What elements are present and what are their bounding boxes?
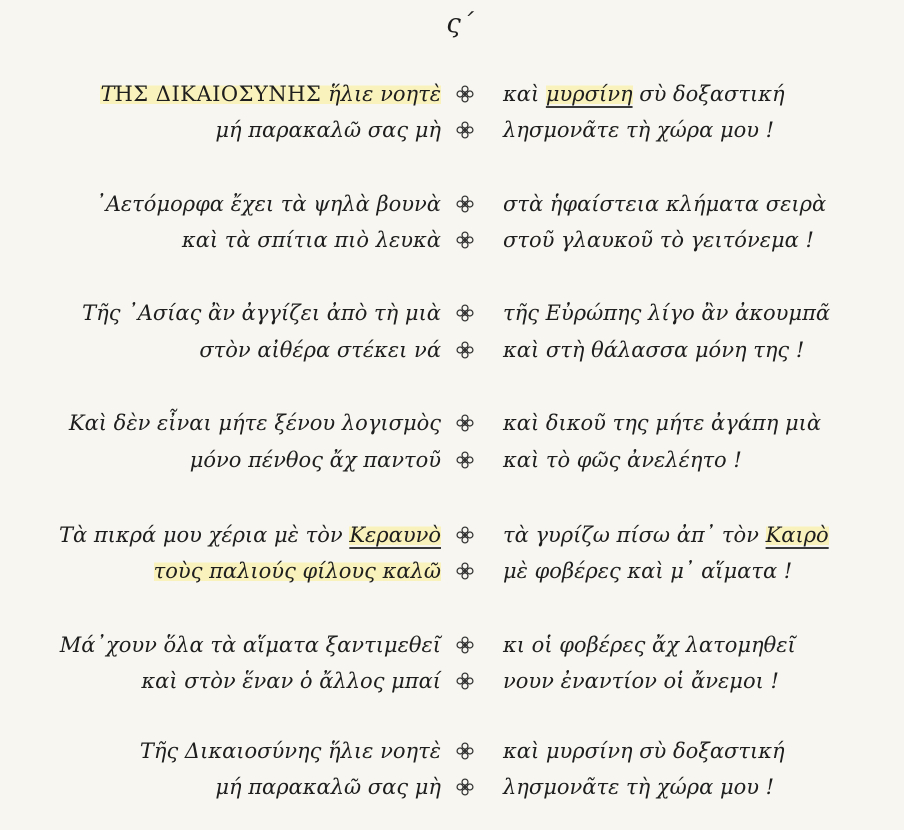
verse-right-half: καὶ μυρσίνη σὺ δοξαστική	[503, 739, 785, 763]
verse-right-half: τῆς Εὐρώπης λίγο ἂν ἀκουμπᾶ	[503, 301, 831, 325]
verse-left-half: καὶ τὰ σπίτια πιὸ λευκὰ	[181, 228, 441, 252]
verse-right-half: λησμονᾶτε τὴ χώρα μου !	[503, 118, 775, 142]
verse-line	[0, 663, 904, 699]
rosette-ornament-icon	[456, 526, 474, 544]
verse-line	[0, 553, 904, 589]
verse-line	[0, 332, 904, 368]
verse-line	[0, 222, 904, 258]
verse-line	[0, 733, 904, 769]
verse-text: Τὰ πικρά μου χέρια μὲ τὸν	[58, 523, 350, 547]
verse-left-half: καὶ στὸν ἕναν ὁ ἄλλος μπαί	[141, 669, 441, 693]
rosette-ornament-icon	[456, 341, 474, 359]
rosette-ornament-icon	[456, 636, 474, 654]
rosette-ornament-icon	[456, 121, 474, 139]
verse-text: ἥλιε νοητὲ	[321, 82, 441, 106]
rosette-ornament-icon	[456, 195, 474, 213]
rosette-ornament-icon	[456, 778, 474, 796]
verse-right-half: μὲ φοβέρες καὶ μ᾿ αἵματα !	[503, 559, 793, 583]
verse-left-half: μόνο πένθος ἄχ παντοῦ	[189, 448, 441, 472]
rosette-ornament-icon	[456, 562, 474, 580]
underlined-word: Καιρὸ	[765, 523, 829, 547]
highlighted-phrase	[100, 82, 441, 106]
initial-letter: Τ	[100, 82, 115, 106]
verse-right-half: λησμονᾶτε τὴ χώρα μου !	[503, 775, 775, 799]
verse-left-half: μή παρακαλῶ σας μὴ	[215, 775, 441, 799]
verse-line	[0, 112, 904, 148]
verse-line	[0, 627, 904, 663]
verse-left-half	[154, 553, 441, 589]
verse-text: τὰ γυρίζω πίσω ἀπ᾿ τὸν	[503, 523, 766, 547]
verse-left-half	[59, 517, 441, 553]
verse-line	[0, 405, 904, 441]
verse-right-half: νουν ἐναντίον οἱ ἄνεμοι !	[503, 669, 779, 693]
verse-line	[0, 76, 904, 112]
verse-right-half: καὶ στὴ θάλασσα μόνη της !	[503, 338, 805, 362]
verse-left-half: στὸν αἰθέρα στέκει νά	[199, 338, 441, 362]
verse-line	[0, 295, 904, 331]
verse-text: καὶ	[503, 82, 546, 106]
verse-left-half: ᾿Αετόμορφα ἔχει τὰ ψηλὰ βουνὰ	[95, 192, 441, 216]
page-number: ς´	[446, 9, 474, 39]
verse-right-half: καὶ τὸ φῶς ἀνελέητο !	[503, 448, 742, 472]
verse-left-half: Καὶ δὲν εἶναι μήτε ξένου λογισμὸς	[68, 411, 441, 435]
underlined-word: Κεραυνὸ	[349, 523, 441, 547]
verse-line	[0, 186, 904, 222]
verse-right-half: στοῦ γλαυκοῦ τὸ γειτόνεμα !	[503, 228, 814, 252]
verse-left-half: μή παρακαλῶ σας μὴ	[215, 118, 441, 142]
rosette-ornament-icon	[456, 414, 474, 432]
rosette-ornament-icon	[456, 672, 474, 690]
verse-right-half: στὰ ἡφαίστεια κλήματα σειρὰ	[503, 192, 827, 216]
verse-left-half: Τῆς Δικαιοσύνης ἥλιε νοητὲ	[139, 739, 441, 763]
rosette-ornament-icon	[456, 231, 474, 249]
underlined-word: μυρσίνη	[545, 82, 633, 106]
verse-line	[0, 769, 904, 805]
small-caps-title: ΗΣ ΔΙΚΑΙΟΣΥΝΗΣ	[114, 82, 322, 106]
highlighted-phrase: τοὺς παλιούς φίλους καλῶ	[153, 559, 441, 583]
verse-left-half: Μά᾿χουν ὅλα τὰ αἵματα ξαντιμεθεῖ	[59, 633, 441, 657]
verse-right-half: κι οἱ φοβέρες ἄχ λατομηθεῖ	[503, 633, 796, 657]
rosette-ornament-icon	[456, 85, 474, 103]
rosette-ornament-icon	[456, 451, 474, 469]
verse-right-half	[503, 76, 785, 112]
rosette-ornament-icon	[456, 304, 474, 322]
verse-line	[0, 442, 904, 478]
verse-text: σὺ δοξαστική	[632, 82, 785, 106]
verse-right-half: καὶ δικοῦ της μήτε ἀγάπη μιὰ	[503, 411, 822, 435]
rosette-ornament-icon	[456, 742, 474, 760]
verse-line	[0, 517, 904, 553]
verse-left-half	[100, 76, 441, 112]
verse-right-half	[503, 517, 829, 553]
verse-left-half: Τῆς ᾿Ασίας ἂν ἀγγίζει ἀπὸ τὴ μιὰ	[82, 301, 441, 325]
